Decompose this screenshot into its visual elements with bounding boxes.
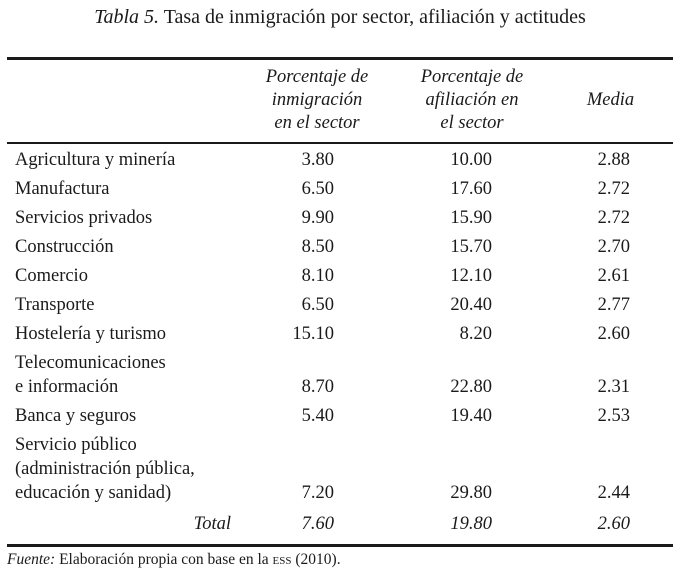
immigration-value: 8.10 xyxy=(301,266,334,286)
header-immigration xyxy=(232,66,402,135)
mean-value: 2.44 xyxy=(597,483,630,503)
sector-name xyxy=(15,235,255,259)
table-row xyxy=(0,351,680,399)
header-line: Porcentaje de xyxy=(420,67,524,87)
affiliation-value: 19.40 xyxy=(450,406,492,426)
source-abbr: ess xyxy=(272,551,292,568)
table-row xyxy=(0,177,680,201)
sector-line: Banca y seguros xyxy=(15,406,137,426)
header-line: Porcentaje de xyxy=(265,67,369,87)
source-note xyxy=(7,550,341,570)
immigration-value: 5.40 xyxy=(301,406,334,426)
mean-value: 2.77 xyxy=(597,295,630,315)
source-lead: Fuente: xyxy=(7,551,56,568)
immigration-value: 8.50 xyxy=(301,237,334,257)
source-year: (2010). xyxy=(295,551,341,568)
table-row xyxy=(0,264,680,288)
bottom-rule xyxy=(7,544,673,547)
table-row xyxy=(0,235,680,259)
affiliation-value: 15.70 xyxy=(450,237,492,257)
header-line: el sector xyxy=(440,113,504,133)
affiliation-value: 10.00 xyxy=(450,150,492,170)
mean-value: 2.60 xyxy=(597,324,630,344)
sector-name xyxy=(15,433,255,505)
immigration-value: 6.50 xyxy=(301,295,334,315)
sector-line: (administración pública, xyxy=(15,459,195,479)
sector-name xyxy=(15,264,255,288)
caption-title: Tasa de inmigración por sector, afiliación y actitudes xyxy=(163,6,586,28)
sector-name xyxy=(15,322,255,346)
table-row xyxy=(0,404,680,428)
affiliation-value: 29.80 xyxy=(450,483,492,503)
table-row xyxy=(0,322,680,346)
sector-line: Construcción xyxy=(15,237,114,257)
affiliation-value: 20.40 xyxy=(450,295,492,315)
header-line: en el sector xyxy=(274,113,360,133)
immigration-value: 7.20 xyxy=(301,483,334,503)
header-line: afiliación en xyxy=(425,90,519,110)
sector-name xyxy=(15,351,255,399)
sector-name xyxy=(15,404,255,428)
sector-line: Manufactura xyxy=(15,179,110,199)
sector-line: educación y sanidad) xyxy=(15,483,172,503)
table-row xyxy=(0,293,680,317)
sector-name xyxy=(15,177,255,201)
table-row xyxy=(0,433,680,505)
sector-line: Agricultura y minería xyxy=(15,150,176,170)
affiliation-value: 15.90 xyxy=(450,208,492,228)
table-row xyxy=(0,206,680,230)
source-text: Elaboración propia con base en la xyxy=(59,551,269,568)
caption-lead: Tabla 5. xyxy=(94,6,160,28)
total-affiliation: 19.80 xyxy=(450,514,492,534)
sector-line: Hostelería y turismo xyxy=(15,324,167,344)
sector-line: e información xyxy=(15,377,119,397)
immigration-value: 15.10 xyxy=(292,324,334,344)
mean-value: 2.31 xyxy=(597,377,630,397)
mean-value: 2.72 xyxy=(597,208,630,228)
mean-value: 2.88 xyxy=(597,150,630,170)
header-mean: Media xyxy=(586,90,635,110)
top-rule xyxy=(7,57,673,60)
mean-value: 2.72 xyxy=(597,179,630,199)
sector-name xyxy=(15,293,255,317)
sector-name xyxy=(15,148,255,172)
total-immigration: 7.60 xyxy=(301,514,334,534)
affiliation-value: 12.10 xyxy=(450,266,492,286)
mean-value: 2.61 xyxy=(597,266,630,286)
immigration-value: 6.50 xyxy=(301,179,334,199)
total-mean: 2.60 xyxy=(597,514,630,534)
affiliation-value: 8.20 xyxy=(459,324,492,344)
total-label: Total xyxy=(193,514,231,534)
sector-line: Telecomunicaciones xyxy=(15,353,166,373)
immigration-value: 8.70 xyxy=(301,377,334,397)
header-line: inmigración xyxy=(271,90,363,110)
sector-line: Servicio público xyxy=(15,435,137,455)
immigration-value: 9.90 xyxy=(301,208,334,228)
affiliation-value: 17.60 xyxy=(450,179,492,199)
sector-line: Servicios privados xyxy=(15,208,153,228)
table-row xyxy=(0,148,680,172)
mean-value: 2.53 xyxy=(597,406,630,426)
affiliation-value: 22.80 xyxy=(450,377,492,397)
header-rule xyxy=(7,142,673,144)
sector-name xyxy=(15,206,255,230)
sector-line: Comercio xyxy=(15,266,88,286)
mean-value: 2.70 xyxy=(597,237,630,257)
table-caption xyxy=(0,4,680,30)
header-affiliation xyxy=(392,66,552,135)
immigration-value: 3.80 xyxy=(301,150,334,170)
sector-line: Transporte xyxy=(15,295,95,315)
